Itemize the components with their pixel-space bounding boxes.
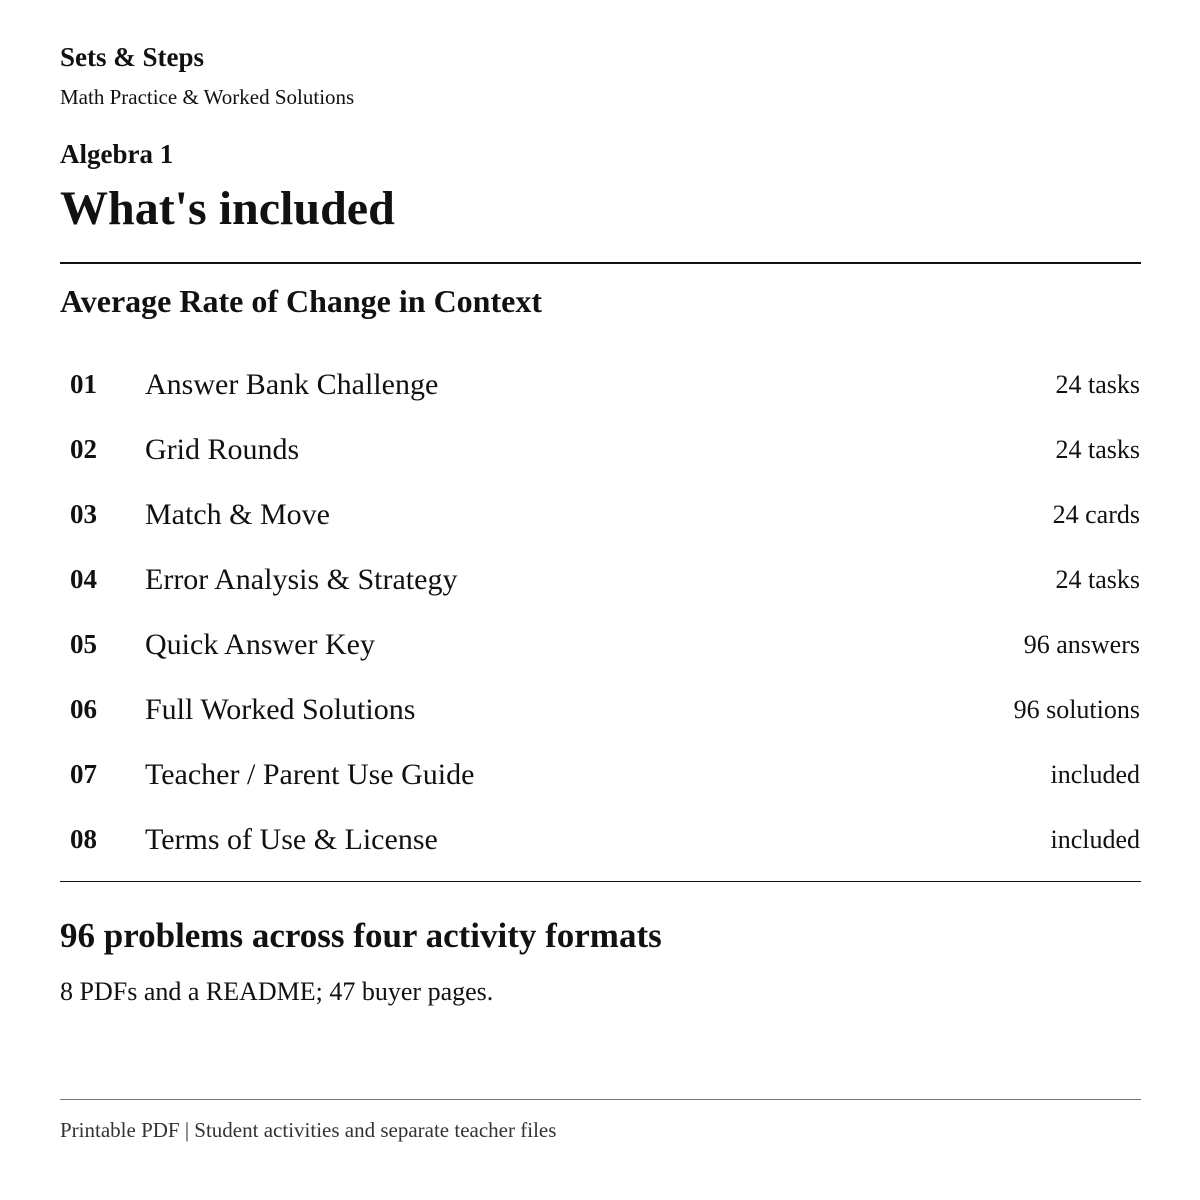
item-number: 06 (70, 694, 97, 724)
product-page (60, 0, 1141, 1200)
item-count: 96 solutions (1013, 695, 1140, 724)
list-item (60, 352, 1141, 417)
footer-divider (60, 1099, 1141, 1100)
course-label: Algebra 1 (60, 139, 174, 169)
brand-name: Sets & Steps (60, 42, 205, 72)
item-number: 03 (70, 499, 97, 529)
list-item (60, 742, 1141, 807)
item-count: 24 tasks (1055, 565, 1140, 594)
item-title: Answer Bank Challenge (145, 368, 439, 401)
summary-text: 8 PDFs and a README; 47 buyer pages. (60, 977, 494, 1006)
list-divider (60, 881, 1141, 882)
item-title: Full Worked Solutions (145, 693, 416, 726)
brand-tagline: Math Practice & Worked Solutions (60, 85, 355, 109)
item-title: Teacher / Parent Use Guide (145, 758, 475, 791)
item-title: Quick Answer Key (145, 628, 375, 661)
item-title: Match & Move (145, 498, 330, 531)
item-title: Grid Rounds (145, 433, 300, 466)
footer-text: Printable PDF | Student activities and separate teacher files (60, 1118, 557, 1142)
item-title: Terms of Use & License (145, 823, 438, 856)
item-number: 02 (70, 434, 97, 464)
item-count: 24 tasks (1055, 435, 1140, 464)
item-number: 05 (70, 629, 97, 659)
list-item (60, 612, 1141, 677)
list-item (60, 482, 1141, 547)
list-item (60, 807, 1141, 872)
item-number: 07 (70, 759, 97, 789)
list-item (60, 547, 1141, 612)
item-count: 24 tasks (1055, 370, 1140, 399)
item-count: 24 cards (1052, 500, 1140, 529)
summary-title: 96 problems across four activity formats (60, 916, 662, 955)
item-title: Error Analysis & Strategy (145, 563, 458, 596)
item-count: 96 answers (1023, 630, 1140, 659)
header-divider (60, 262, 1141, 264)
list-item (60, 417, 1141, 482)
item-count: included (1050, 760, 1140, 789)
item-number: 08 (70, 824, 97, 854)
contents-list (60, 352, 1141, 872)
list-item (60, 677, 1141, 742)
item-count: included (1050, 825, 1140, 854)
item-number: 01 (70, 369, 97, 399)
item-number: 04 (70, 564, 97, 594)
page-title: What's included (60, 182, 395, 235)
section-title: Average Rate of Change in Context (60, 283, 542, 319)
